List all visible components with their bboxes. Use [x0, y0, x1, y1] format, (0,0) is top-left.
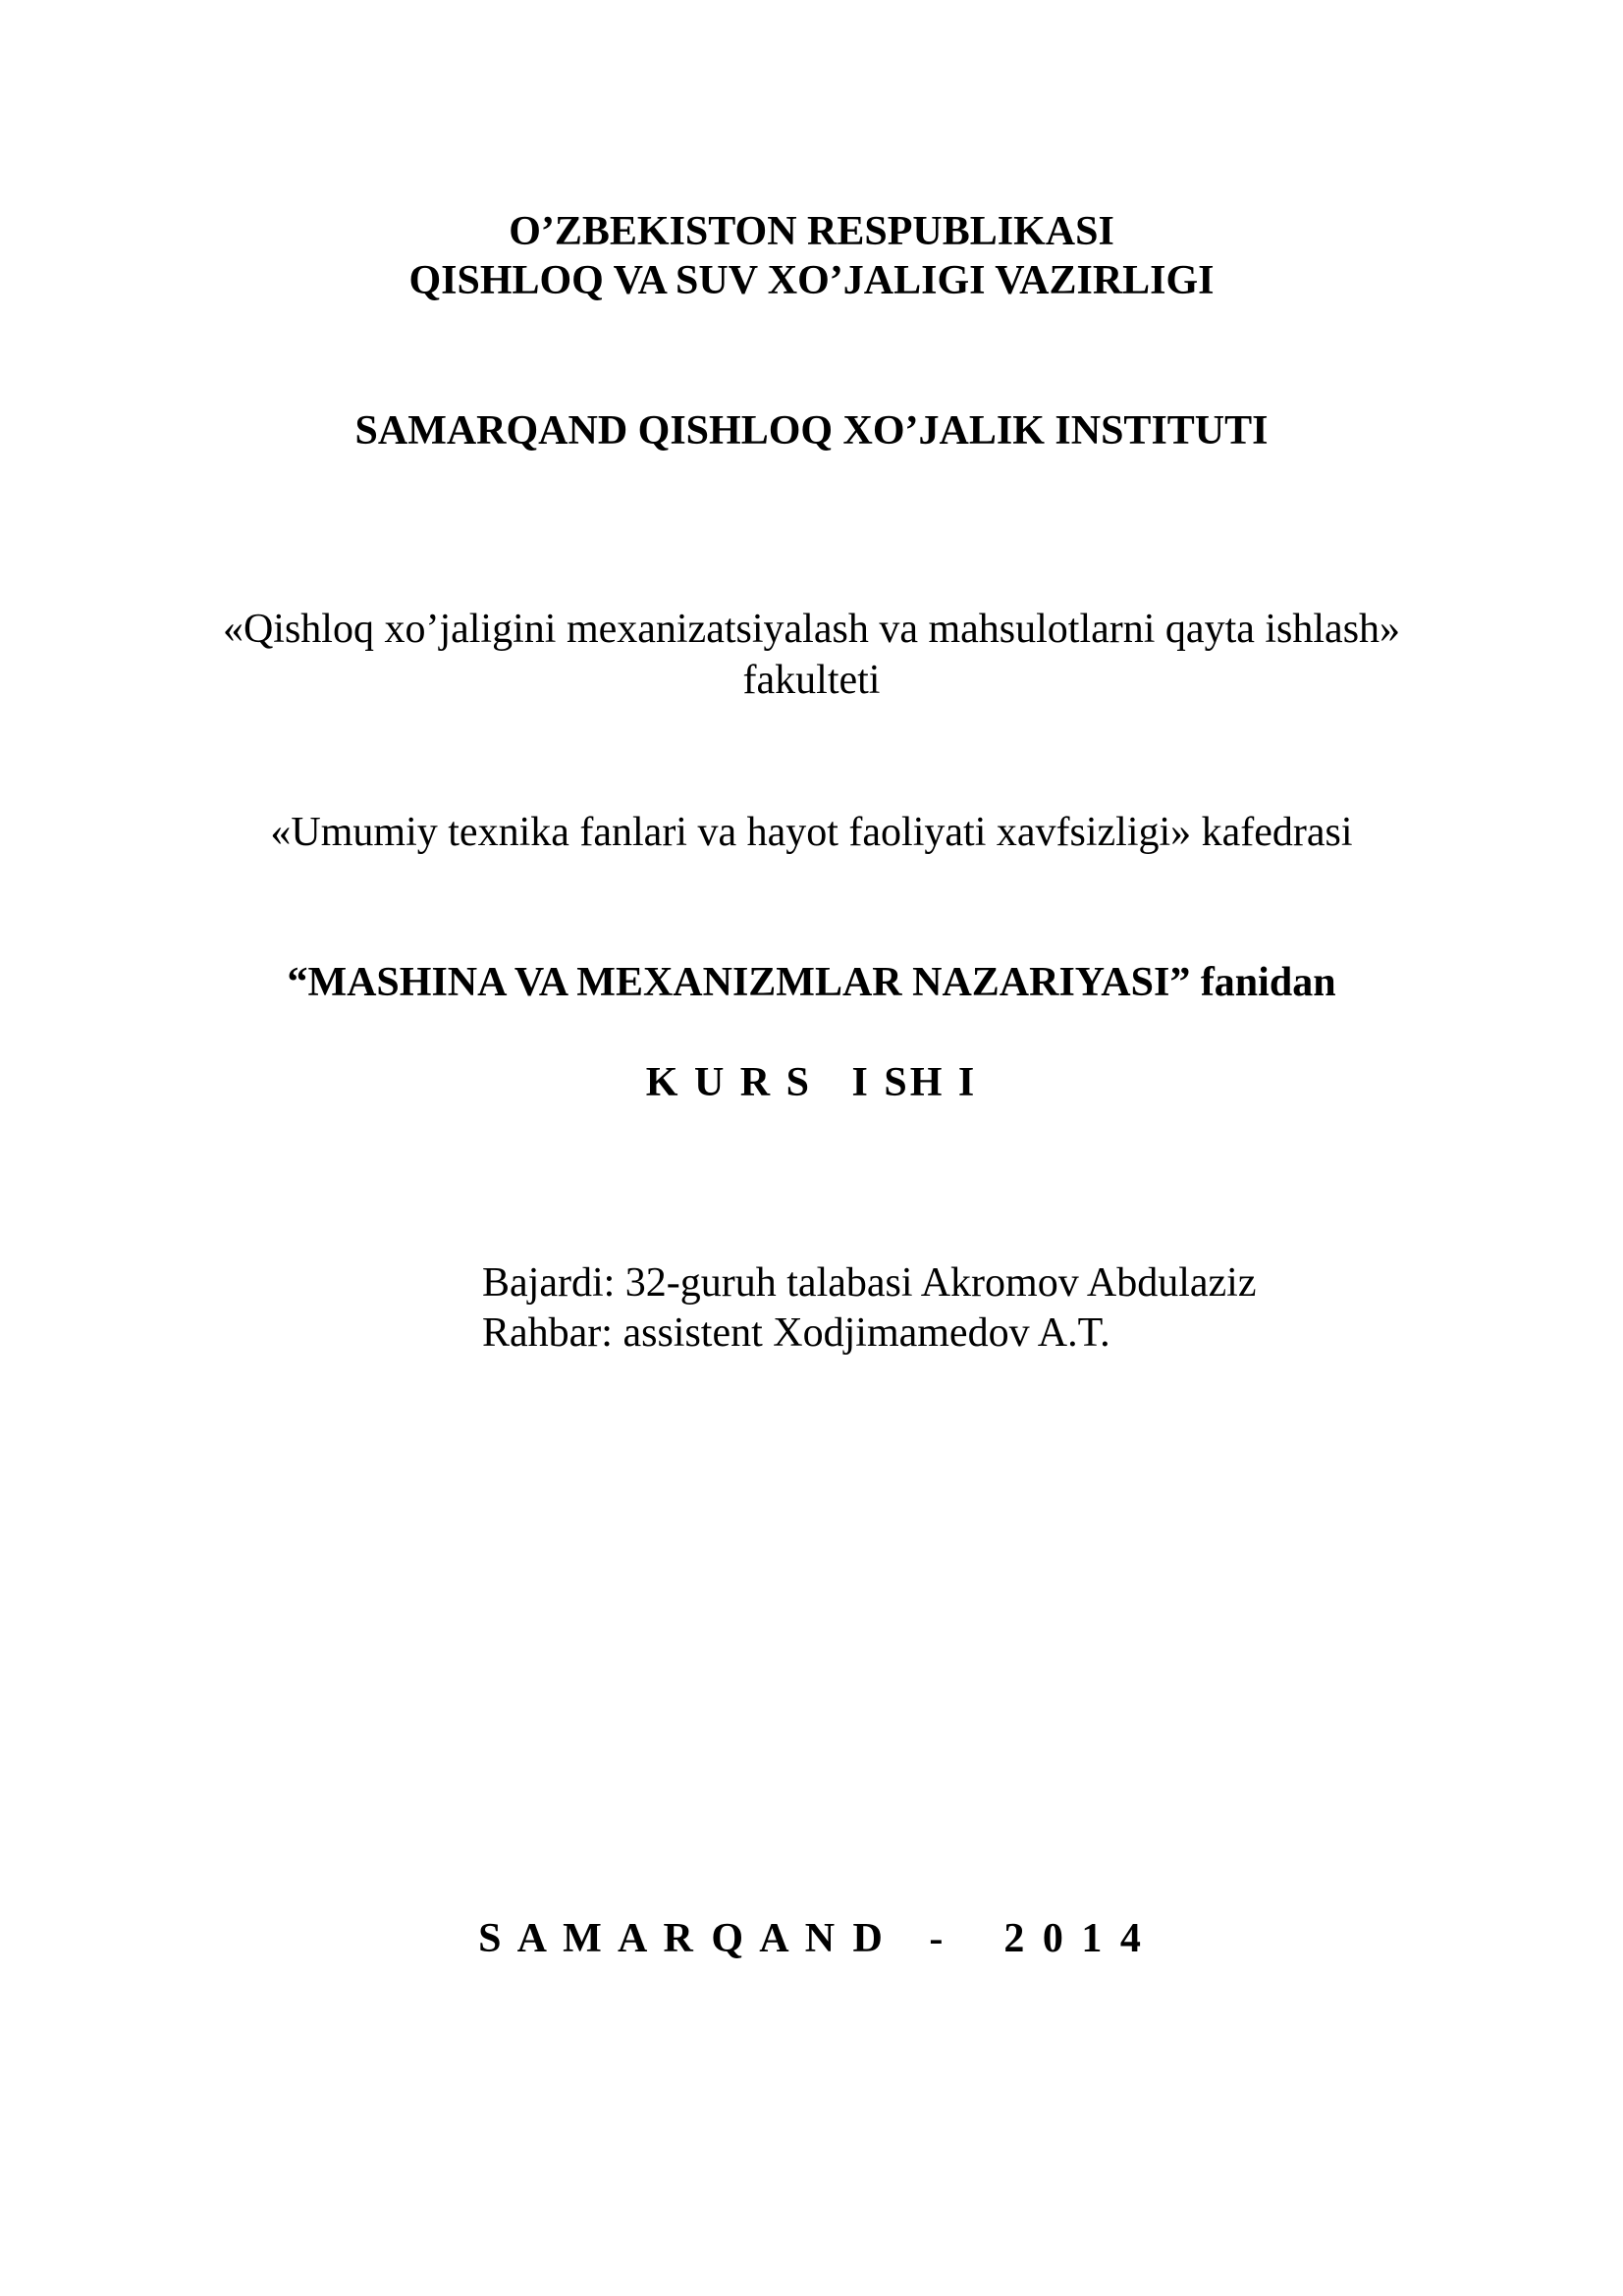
- ministry-line-2: QISHLOQ VA SUV XO’JALIGI VAZIRLIGI: [408, 258, 1215, 303]
- performed-by: Bajardi: 32-guruh talabasi Akromov Abdulaziz: [482, 1260, 1257, 1306]
- subject-title: “MASHINA VA MEXANIZMLAR NAZARIYASI” fanidan: [287, 960, 1336, 1005]
- faculty-line-1: «Qishloq xo’jaligini mexanizatsiyalash va mahsulotlarni qayta ishlash»: [222, 607, 1401, 652]
- ministry-line-1: O’ZBEKISTON RESPUBLIKASI: [509, 209, 1114, 254]
- city-year: S A M A R Q A N D - 2 0 1 4: [478, 1916, 1145, 1961]
- document-type: K U R S I SH I: [645, 1060, 978, 1105]
- faculty-line-2: fakulteti: [742, 658, 881, 703]
- institute-name: SAMARQAND QISHLOQ XO’JALIK INSTITUTI: [354, 408, 1269, 454]
- department-name: «Umumiy texnika fanlari va hayot faoliyati xavfsizligi» kafedrasi: [270, 810, 1353, 855]
- supervisor: Rahbar: assistent Xodjimamedov A.T.: [482, 1310, 1110, 1356]
